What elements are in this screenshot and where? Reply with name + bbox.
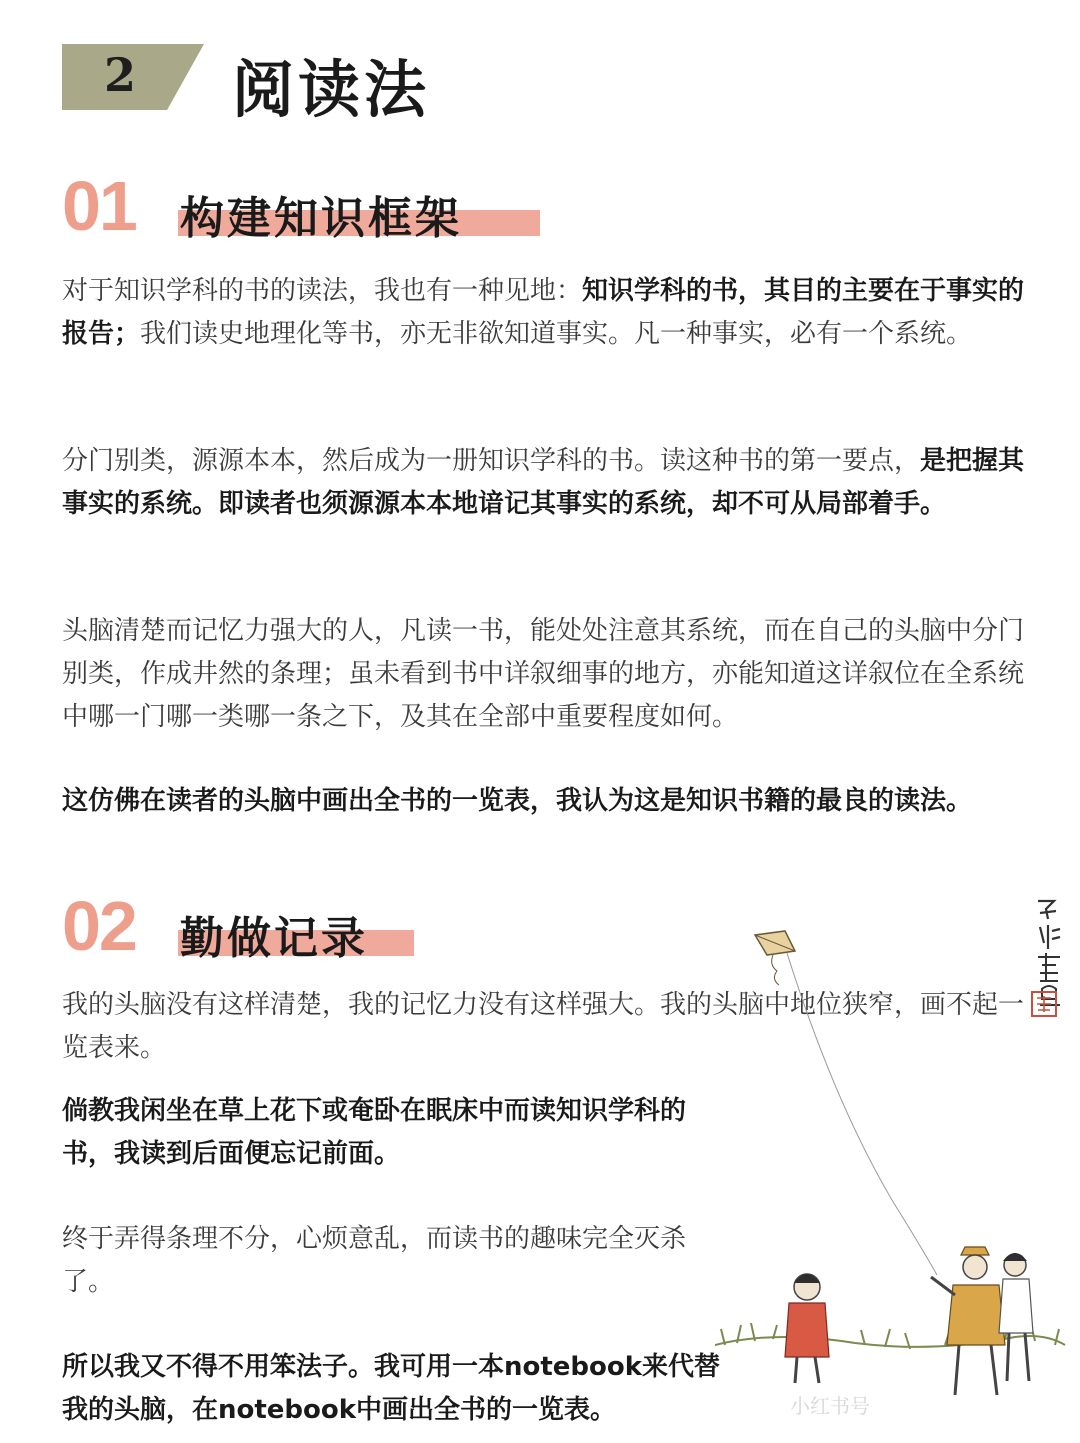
watermark: 小红书号 (790, 1394, 870, 1418)
section-1-paragraph-4: 这仿佛在读者的头脑中画出全书的一览表，我认为这是知识书籍的最良的读法。 (62, 786, 973, 816)
page-title: 阅读法 (232, 53, 431, 126)
section-2-paragraph-4: 所以我又不得不用笨法子。我可用一本notebook来代替我的头脑，在notebook中画出全书的一览表。 (62, 1352, 721, 1425)
section-1-paragraph-3: 头脑清楚而记忆力强大的人，凡读一书，能处处注意其系统，而在自己的头脑中分门别类，作成井然的条理；虽未看到书中详叙细事的地方，亦能知道这详叙位在全系统中哪一门哪一类哪一条之下，及其在全部中重要程度如何。 (62, 616, 1025, 732)
second-child-figure-icon (999, 1253, 1033, 1381)
adult-figure-icon (931, 1247, 1005, 1395)
section-2-number: 02 (62, 887, 136, 965)
section-2-title: 勤做记录 (180, 913, 368, 964)
section-1-paragraph-1: 对于知识学科的书的读法，我也有一种见地：知识学科的书，其目的主要在于事实的报告；我们读史地理化等书，亦无非欲知道事实。凡一种事实，必有一个系统。 (62, 276, 1025, 349)
section-1-paragraph-2: 分门别类，源源本本，然后成为一册知识学科的书。读这种书的第一要点，是把握其事实的系统。即读者也须源源本本地谙记其事实的系统，却不可从局部着手。 (62, 446, 1025, 519)
chapter-number: 2 (104, 48, 137, 102)
section-1-title: 构建知识框架 (180, 193, 462, 244)
section-1-number: 01 (62, 167, 136, 245)
section-2-paragraph-2: 倘教我闲坐在草上花下或奄卧在眠床中而读知识学科的书，我读到后面便忘记前面。 (62, 1096, 687, 1169)
section-2-paragraph-1: 我的头脑没有这样清楚，我的记忆力没有这样强大。我的头脑中地位狭窄，画不起一览表来。 (62, 990, 1025, 1063)
kite-flying-illustration (715, 925, 1075, 1429)
section-2-paragraph-3: 终于弄得条理不分，心烦意乱，而读书的趣味完全灭杀了。 (62, 1224, 687, 1297)
child-figure-icon (785, 1274, 829, 1383)
